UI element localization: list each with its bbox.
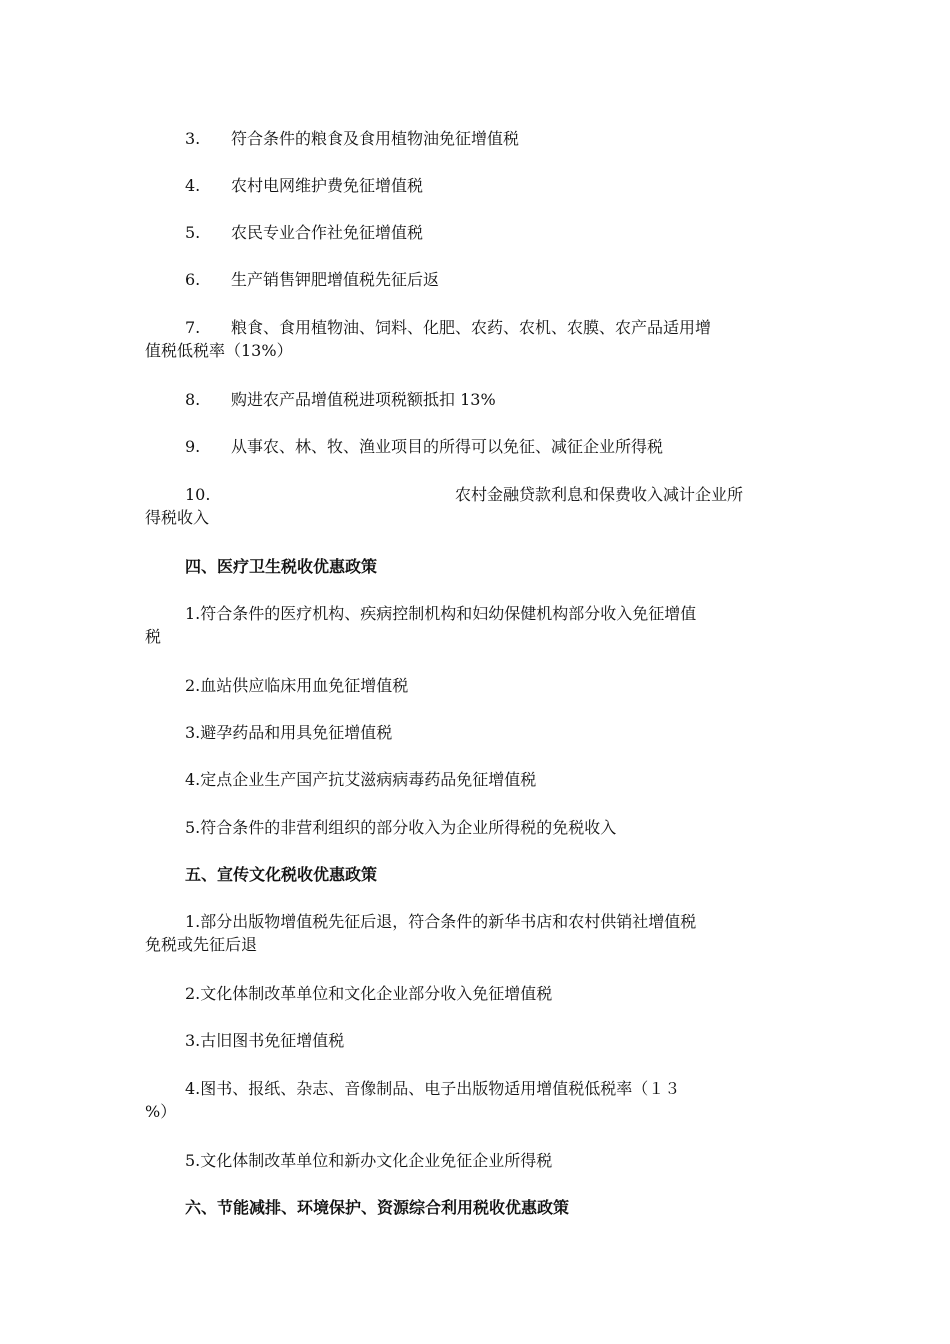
item-number: 6.: [185, 270, 201, 289]
item-text: 3.避孕药品和用具免征增值税: [185, 723, 393, 742]
item-number: 8.: [185, 390, 201, 409]
list-item: [145, 1029, 805, 1052]
list-item: [145, 982, 805, 1005]
list-item: [145, 174, 805, 197]
item-number: 4.: [185, 176, 201, 195]
list-item: [145, 910, 805, 956]
list-item: [145, 388, 805, 411]
list-item: [145, 674, 805, 697]
list-item: [145, 1149, 805, 1172]
item-number: 10.: [185, 485, 211, 504]
item-text: 2.文化体制改革单位和文化企业部分收入免征增值税: [185, 984, 553, 1003]
item-text-continued: 免税或先征后退: [145, 935, 258, 954]
item-number: 7.: [185, 318, 201, 337]
item-text: 农村电网维护费免征增值税: [231, 176, 424, 195]
item-text: 1.符合条件的医疗机构、疾病控制机构和妇幼保健机构部分收入免征增值: [185, 604, 697, 623]
list-item: [145, 435, 805, 458]
list-item: [145, 602, 805, 648]
list-item: [145, 268, 805, 291]
item-text: 粮食、食用植物油、饲料、化肥、农药、农机、农膜、农产品适用增: [231, 318, 712, 337]
section-heading: [145, 863, 805, 886]
section-heading: [145, 1196, 805, 1219]
list-item: [145, 768, 805, 791]
item-text: 4.定点企业生产国产抗艾滋病病毒药品免征增值税: [185, 770, 537, 789]
item-text: 3.古旧图书免征增值税: [185, 1031, 345, 1050]
list-item: [145, 1077, 805, 1123]
list-item: [145, 127, 805, 150]
item-text-continued: 税: [145, 627, 162, 646]
section-heading-text: 五、宣传文化税收优惠政策: [185, 865, 378, 884]
item-number: 9.: [185, 437, 201, 456]
item-text: 从事农、林、牧、渔业项目的所得可以免征、减征企业所得税: [231, 437, 664, 456]
item-text: 符合条件的粮食及食用植物油免征增值税: [231, 129, 520, 148]
item-text: 5.文化体制改革单位和新办文化企业免征企业所得税: [185, 1151, 553, 1170]
list-item: [145, 816, 805, 839]
section-heading-text: 六、节能减排、环境保护、资源综合利用税收优惠政策: [185, 1198, 570, 1217]
section-heading: [145, 555, 805, 578]
item-text: 农民专业合作社免征增值税: [231, 223, 424, 242]
item-number: 5.: [185, 223, 201, 242]
item-number: 3.: [185, 129, 201, 148]
list-item: [145, 483, 805, 529]
item-text: 农村金融贷款利息和保费收入减计企业所: [455, 485, 744, 504]
item-text-continued: 得税收入: [145, 508, 210, 527]
item-text: 1.部分出版物增值税先征后退，符合条件的新华书店和农村供销社增值税: [185, 912, 697, 931]
list-item: [145, 316, 805, 362]
list-item: [145, 221, 805, 244]
section-heading-text: 四、医疗卫生税收优惠政策: [185, 557, 378, 576]
item-text: 2.血站供应临床用血免征增值税: [185, 676, 409, 695]
item-text-continued: %）: [145, 1102, 177, 1121]
item-text: 5.符合条件的非营利组织的部分收入为企业所得税的免税收入: [185, 818, 617, 837]
item-text: 生产销售钾肥增值税先征后返: [231, 270, 440, 289]
item-text-continued: 值税低税率（13%）: [145, 341, 293, 360]
item-text: 4.图书、报纸、杂志、音像制品、电子出版物适用增值税低税率（１３: [185, 1079, 681, 1098]
list-item: [145, 721, 805, 744]
item-text: 购进农产品增值税进项税额抵扣 13%: [231, 390, 496, 409]
